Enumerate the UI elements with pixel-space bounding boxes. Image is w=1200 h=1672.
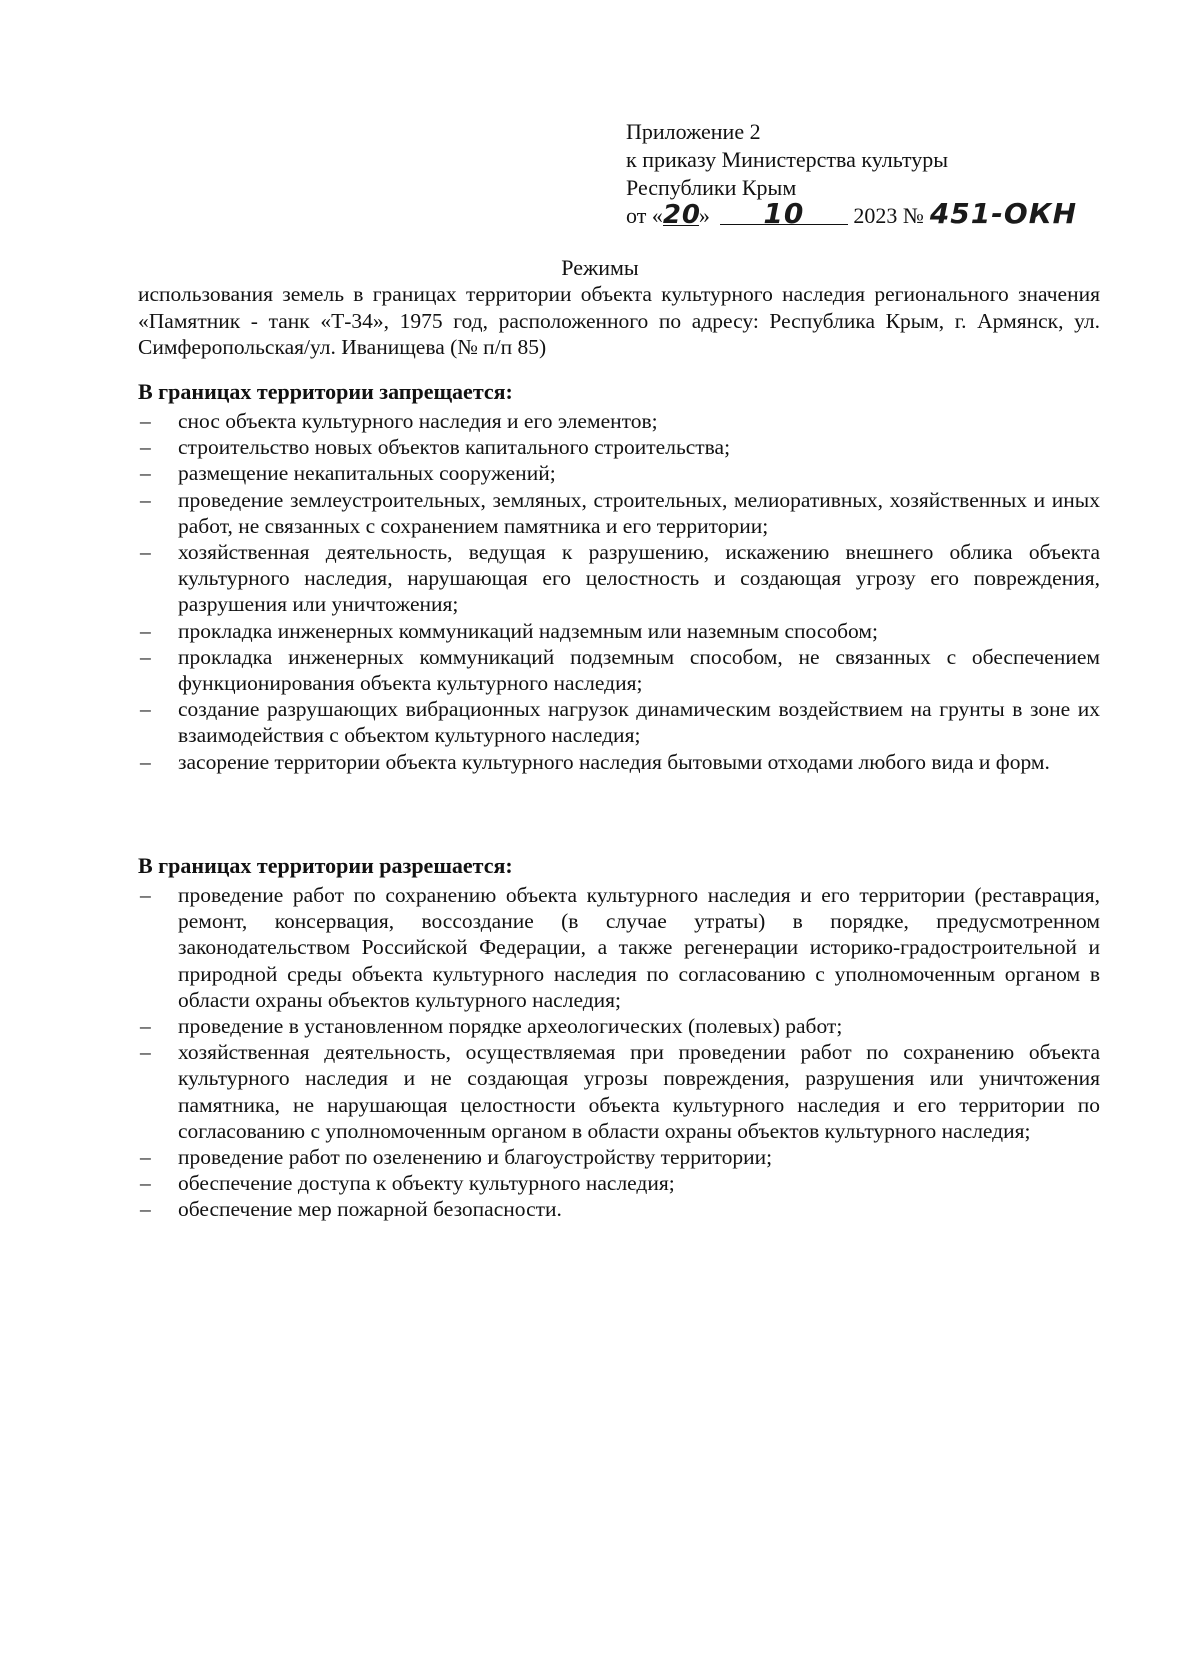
list-item <box>138 1196 1100 1222</box>
list-item-text: снос объекта культурного наследия и его элементов; <box>178 409 658 433</box>
list-item <box>138 882 1100 1013</box>
list-item-text: проведение работ по озеленению и благоустройству территории; <box>178 1145 773 1170</box>
list-item <box>138 539 1100 618</box>
dash-bullet: – <box>140 644 151 669</box>
list-item-text: строительство новых объектов капитального строительства; <box>178 435 731 460</box>
dash-bullet: – <box>140 1171 151 1196</box>
appendix-order-reference: к приказу Министерства культуры <box>626 147 949 172</box>
order-date-quote-close: » <box>698 203 710 228</box>
list-item <box>138 644 1100 696</box>
list-item <box>138 408 1100 434</box>
list-item-text: проведение в установленном порядке археологических (полевых) работ; <box>178 1014 843 1039</box>
dash-bullet: – <box>140 883 151 907</box>
dash-bullet: – <box>140 697 151 722</box>
allowed-list <box>138 882 1100 1223</box>
dash-bullet: – <box>140 749 151 774</box>
appendix-header <box>626 118 1086 236</box>
list-item-text: создание разрушающих вибрационных нагрузок динамическим воздействием на грунты в зоне их взаимодействия с объектом культурного наследия; <box>178 697 1100 748</box>
appendix-number: Приложение 2 <box>626 119 761 144</box>
appendix-republic: Республики Крым <box>626 175 797 200</box>
list-item <box>138 460 1100 486</box>
list-item-text: проведение землеустроительных, земляных, строительных, мелиоративных, хозяйственных и иных работ, не связанных с сохранением памятника и его территории; <box>178 487 1100 538</box>
list-item <box>138 618 1100 644</box>
order-number-handwritten: 451-ОКН <box>929 197 1078 230</box>
list-item <box>138 434 1100 460</box>
list-item-text: прокладка инженерных коммуникаций подземным способом, не связанных с обеспечением функционирования объекта культурного наследия; <box>178 644 1100 696</box>
order-date-number-line <box>626 197 1086 236</box>
prohibited-heading: В границах территории запрещается: <box>138 379 513 404</box>
dash-bullet: – <box>140 409 151 433</box>
list-item-text: размещение некапитальных сооружений; <box>178 461 556 486</box>
allowed-section <box>138 852 1100 1223</box>
prohibited-section <box>138 378 1100 775</box>
dash-bullet: – <box>140 435 151 460</box>
dash-bullet: – <box>140 1014 151 1039</box>
document-subtitle: использования земель в границах территории объекта культурного наследия регионального значения «Памятник - танк «Т-34», 1975 год, расположенного по адресу: Республика Крым, г. Армянск, ул. Симферопольская/ул. Иванищева (№ п/п 85) <box>138 282 1100 359</box>
list-item <box>138 1144 1100 1170</box>
dash-bullet: – <box>140 618 151 643</box>
prohibited-list <box>138 408 1100 775</box>
list-item-text: проведение работ по сохранению объекта культурного наследия и его территории (реставрация, ремонт, консервация, воссоздание (в случае утраты) в порядке, предусмотренном законодательством Российской Федерации, а также регенерации историко-градостроительной и природной среды объекта культурного наследия по согласованию с уполномоченным органом в области охраны объектов культурного наследия; <box>178 883 1100 1012</box>
list-item-text: хозяйственная деятельность, осуществляемая при проведении работ по сохранению объекта культурного наследия и не создающая угрозы повреждения, разрушения или уничтожения памятника, не нарушающая целостности объекта культурного наследия и его территории по согласованию с уполномоченным органом в области охраны объектов культурного наследия; <box>178 1040 1100 1143</box>
dash-bullet: – <box>140 1040 151 1065</box>
list-item <box>138 1013 1100 1039</box>
document-title: Режимы <box>561 255 639 280</box>
list-item <box>138 749 1100 775</box>
dash-bullet: – <box>140 487 151 512</box>
order-year-label: 2023 № <box>853 203 924 228</box>
dash-bullet: – <box>140 1197 151 1222</box>
dash-bullet: – <box>140 1145 151 1170</box>
list-item-text: обеспечение доступа к объекту культурного наследия; <box>178 1171 675 1196</box>
order-date-prefix: от « <box>626 203 663 228</box>
list-item <box>138 1039 1100 1144</box>
list-item <box>138 487 1100 539</box>
list-item-text: засорение территории объекта культурного наследия бытовыми отходами любого вида и форм. <box>178 749 1050 774</box>
allowed-heading: В границах территории разрешается: <box>138 853 513 878</box>
list-item <box>138 696 1100 748</box>
order-month-handwritten: 10 <box>720 204 848 225</box>
dash-bullet: – <box>140 540 151 565</box>
dash-bullet: – <box>140 461 151 486</box>
list-item <box>138 1170 1100 1196</box>
order-day-handwritten: 20 <box>662 200 702 230</box>
list-item-text: прокладка инженерных коммуникаций надземным или наземным способом; <box>178 618 878 643</box>
list-item-text: обеспечение мер пожарной безопасности. <box>178 1197 562 1222</box>
list-item-text: хозяйственная деятельность, ведущая к разрушению, искажению внешнего облика объекта культурного наследия, нарушающая его целостность и создающая угрозу его повреждения, разрушения или уничтожения; <box>178 540 1100 617</box>
